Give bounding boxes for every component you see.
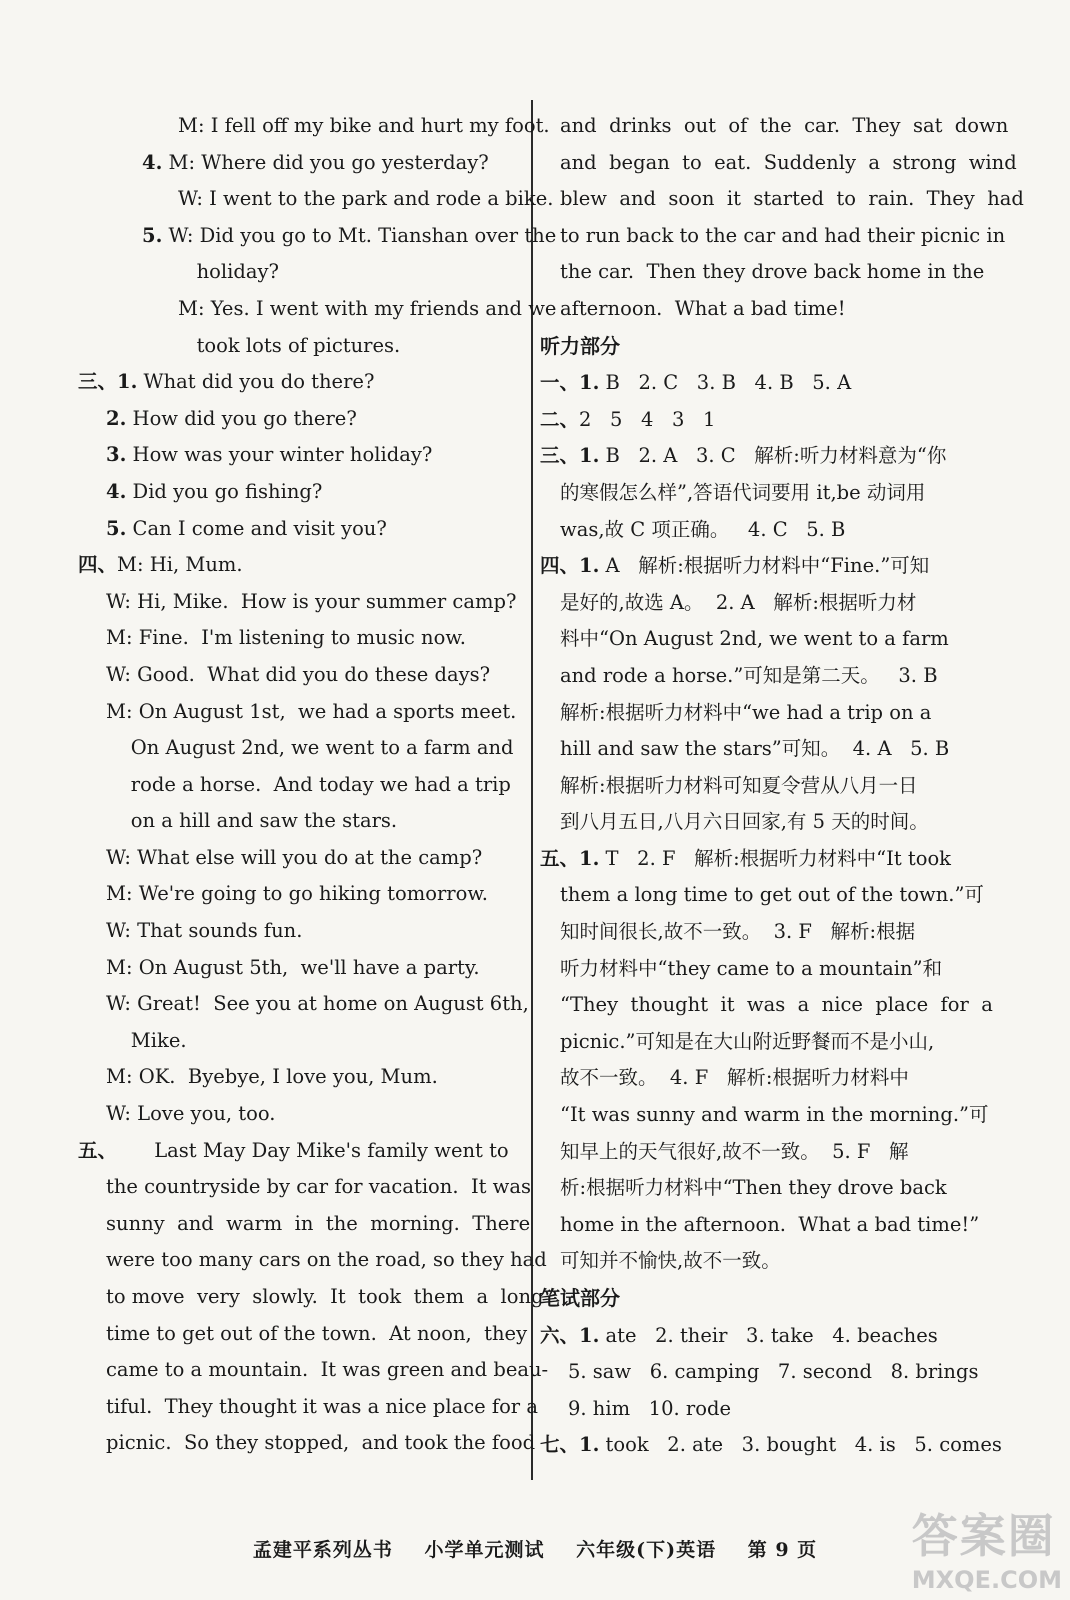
line-text: 故不一致。 4. F 解析:根据听力材料中 (560, 1066, 909, 1090)
text-line (540, 1024, 980, 1061)
line-text: on a hill and saw the stars. (106, 809, 398, 833)
text-line (540, 987, 993, 1024)
line-text: were too many cars on the road, so they had (106, 1248, 547, 1272)
line-text: to move very slowly. It took them a long (106, 1285, 544, 1308)
line-text: 知时间很长,故不一致。 3. F 解析:根据 (560, 920, 916, 944)
right-column (540, 108, 1024, 1464)
text-line (78, 1316, 528, 1353)
text-line (78, 1425, 536, 1462)
text-line (540, 181, 1024, 218)
text-line (540, 951, 980, 988)
text-line (78, 1206, 531, 1243)
item-number: 五、 (78, 1138, 118, 1162)
line-text: to run back to the car and had their picnic in (560, 223, 1006, 247)
line-text: home in the afternoon. What a bad time!” (560, 1212, 980, 1236)
item-number: 二、 (540, 407, 580, 431)
line-text: ate 2. their 3. take 4. beaches (599, 1323, 938, 1347)
text-line (540, 1134, 980, 1171)
line-text: was,故 C 项正确。 4. C 5. B (560, 517, 846, 541)
item-number: 4. (106, 479, 127, 503)
item-number: 四、 (78, 553, 118, 577)
line-text: afternoon. What a bad time! (560, 296, 846, 320)
text-line (540, 658, 980, 695)
line-text: W: Good. What did you do these days? (106, 662, 491, 686)
line-text: W: That sounds fun. (106, 919, 303, 943)
line-text: M: OK. Byebye, I love you, Mum. (106, 1065, 438, 1089)
text-line (540, 1097, 989, 1134)
line-text: and began to eat. Suddenly a strong wind (560, 150, 1017, 174)
text-line (540, 108, 1009, 145)
line-text: B 2. C 3. B 4. B 5. A (599, 371, 852, 395)
line-text: M: I fell off my bike and hurt my foot. (178, 114, 550, 137)
text-line (540, 1170, 980, 1207)
footer-series: 孟建平系列丛书 (252, 1539, 393, 1561)
line-text: hill and saw the stars”可知。 4. A 5. B (560, 737, 950, 761)
footer-grade: 六年级(下)英语 (576, 1539, 717, 1561)
item-number: 五、1. (540, 846, 600, 870)
footer-page: 第 9 页 (747, 1539, 818, 1561)
line-text: M: Where did you go yesterday? (162, 150, 489, 174)
line-text: and drinks out of the car. They sat down (560, 114, 1009, 137)
text-line (78, 328, 528, 365)
text-line (78, 584, 528, 621)
line-text: 解析:根据听力材料可知夏令营从八月一日 (560, 773, 918, 797)
text-line (78, 181, 554, 218)
line-text: M: On August 5th, we'll have a party. (106, 955, 480, 979)
text-line (540, 731, 980, 768)
line-text: picnic. So they stopped, and took the food (106, 1431, 536, 1455)
line-text: blew and soon it started to rain. They had (560, 187, 1024, 211)
line-text: W: What else will you do at the camp? (106, 845, 483, 869)
text-line (78, 547, 528, 584)
text-line (78, 145, 528, 182)
line-text: What did you do there? (137, 370, 375, 394)
line-text: the car. Then they drove back home in the (560, 260, 985, 284)
line-text: holiday? (178, 260, 279, 284)
text-line (78, 1169, 532, 1206)
text-line (540, 804, 980, 841)
line-text: rode a horse. And today we had a trip (106, 772, 511, 796)
line-text: M: Fine. I'm listening to music now. (106, 626, 466, 650)
page-footer (0, 1535, 1070, 1562)
line-text: How did you go there? (126, 406, 357, 430)
text-line (78, 1279, 544, 1316)
line-text: On August 2nd, we went to a farm and (106, 736, 514, 760)
text-line (540, 254, 985, 291)
text-line (540, 402, 980, 439)
text-line (78, 657, 528, 694)
line-text: M: Yes. I went with my friends and we (178, 296, 557, 320)
line-text: W: Love you, too. (106, 1102, 276, 1126)
line-text: W: Great! See you at home on August 6th, (106, 992, 529, 1016)
item-number: 七、1. (540, 1433, 600, 1457)
line-text: “They thought it was a nice place for a (560, 993, 993, 1017)
text-line (540, 1207, 980, 1244)
line-text: Did you go fishing? (126, 479, 323, 503)
text-line (540, 1391, 980, 1428)
line-text: “It was sunny and warm in the morning.”可 (560, 1103, 989, 1127)
line-text: 是好的,故选 A。 2. A 解析:根据听力材 (560, 590, 917, 614)
line-text: sunny and warm in the morning. There (106, 1211, 531, 1235)
line-text: W: Did you go to Mt. Tianshan over the (162, 223, 557, 247)
line-text: 知早上的天气很好,故不一致。 5. F 解 (560, 1139, 909, 1163)
text-line (540, 145, 1017, 182)
item-number: 六、1. (540, 1323, 600, 1347)
line-text: and rode a horse.”可知是第二天。 3. B (560, 663, 938, 687)
line-text: 解析:根据听力材料中“we had a trip on a (560, 700, 932, 724)
text-line (540, 877, 984, 914)
item-number: 2. (106, 406, 127, 430)
section-heading-text: 笔试部分 (540, 1286, 620, 1310)
line-text: 9. him 10. rode (568, 1396, 731, 1420)
text-line (78, 1389, 538, 1426)
line-text: 可知并不愉快,故不一致。 (560, 1249, 781, 1273)
text-line (78, 694, 528, 731)
text-line (540, 365, 980, 402)
text-line (540, 1354, 980, 1391)
text-line (540, 548, 980, 585)
line-text: M: On August 1st, we had a sports meet. (106, 699, 517, 723)
item-number: 四、1. (540, 554, 600, 578)
text-line (78, 511, 528, 548)
line-text: 5. saw 6. camping 7. second 8. brings (568, 1360, 979, 1384)
text-line (540, 621, 980, 658)
item-number: 一、1. (540, 371, 600, 395)
line-text: 到八月五日,八月六日回家,有 5 天的时间。 (560, 810, 929, 834)
line-text: took lots of pictures. (178, 333, 401, 357)
text-line (78, 986, 528, 1023)
line-text: 料中“On August 2nd, we went to a farm (560, 627, 949, 651)
line-text: M: Hi, Mum. (117, 553, 243, 577)
text-line (78, 767, 528, 804)
text-line (540, 841, 980, 878)
line-text: How was your winter holiday? (126, 443, 433, 467)
text-line (540, 914, 980, 951)
item-number: 三、1. (540, 444, 600, 468)
section-heading (540, 1280, 980, 1318)
text-line (78, 840, 528, 877)
text-line (78, 730, 528, 767)
text-line (78, 1059, 528, 1096)
text-line (540, 768, 980, 805)
text-line (540, 512, 980, 549)
text-line (78, 291, 557, 328)
line-text: Mike. (106, 1028, 187, 1052)
line-text: 听力材料中“they came to a mountain”和 (560, 956, 943, 980)
line-text: tiful. They thought it was a nice place for a (106, 1394, 538, 1418)
line-text: 的寒假怎么样”,答语代词要用 it,be 动词用 (560, 480, 926, 504)
text-line (78, 1352, 549, 1389)
text-line (540, 1427, 1002, 1464)
text-line (540, 695, 980, 732)
text-line (78, 364, 528, 401)
text-line (78, 1242, 547, 1279)
text-line (78, 913, 528, 950)
line-text: took 2. ate 3. bought 4. is 5. comes (599, 1433, 1002, 1457)
text-line (540, 1060, 980, 1097)
line-text: B 2. A 3. C 解析:听力材料意为“你 (599, 444, 947, 468)
item-number: 3. (106, 443, 127, 467)
watermark-logo: 答案圈 MXQE.COM (911, 1509, 1062, 1594)
text-line (78, 803, 528, 840)
footer-book: 小学单元测试 (424, 1539, 545, 1561)
line-text: W: Hi, Mike. How is your summer camp? (106, 589, 517, 613)
text-line (540, 475, 980, 512)
text-line (540, 1243, 980, 1280)
text-line (78, 1133, 528, 1170)
line-text: the countryside by car for vacation. It was (106, 1175, 532, 1199)
text-line (78, 1023, 528, 1060)
line-text: time to get out of the town. At noon, they (106, 1321, 528, 1345)
item-number: 三、1. (78, 370, 138, 394)
section-heading-text: 听力部分 (540, 333, 620, 358)
line-text: picnic.”可知是在大山附近野餐而不是小山, (560, 1029, 935, 1053)
text-line (540, 438, 980, 475)
text-line (78, 876, 528, 913)
text-line (78, 950, 528, 987)
item-number: 4. (142, 150, 163, 174)
text-line (540, 291, 980, 328)
text-line (78, 437, 528, 474)
text-line (78, 401, 528, 438)
line-text: them a long time to get out of the town.”可 (560, 883, 984, 907)
line-text: A 解析:根据听力材料中“Fine.”可知 (599, 554, 930, 578)
line-text: T 2. F 解析:根据听力材料中“It took (599, 846, 951, 870)
text-line (540, 585, 980, 622)
line-text: Last May Day Mike's family went to (117, 1138, 509, 1162)
text-line (78, 474, 528, 511)
text-line (78, 218, 557, 255)
line-text: W: I went to the park and rode a bike. (178, 187, 554, 211)
section-heading (540, 328, 980, 366)
text-line (78, 108, 550, 145)
text-line (78, 1096, 528, 1133)
line-text: 2 5 4 3 1 (579, 407, 716, 431)
line-text: came to a mountain. It was green and beau- (106, 1358, 549, 1382)
text-line (540, 218, 1006, 255)
text-line (78, 254, 528, 291)
left-column (78, 108, 557, 1462)
text-line (78, 620, 528, 657)
text-line (540, 1318, 980, 1355)
item-number: 5. (142, 223, 163, 247)
line-text: M: We're going to go hiking tomorrow. (106, 882, 488, 906)
line-text: Can I come and visit you? (126, 516, 387, 540)
item-number: 5. (106, 516, 127, 540)
line-text: 析:根据听力材料中“Then they drove back (560, 1176, 947, 1200)
